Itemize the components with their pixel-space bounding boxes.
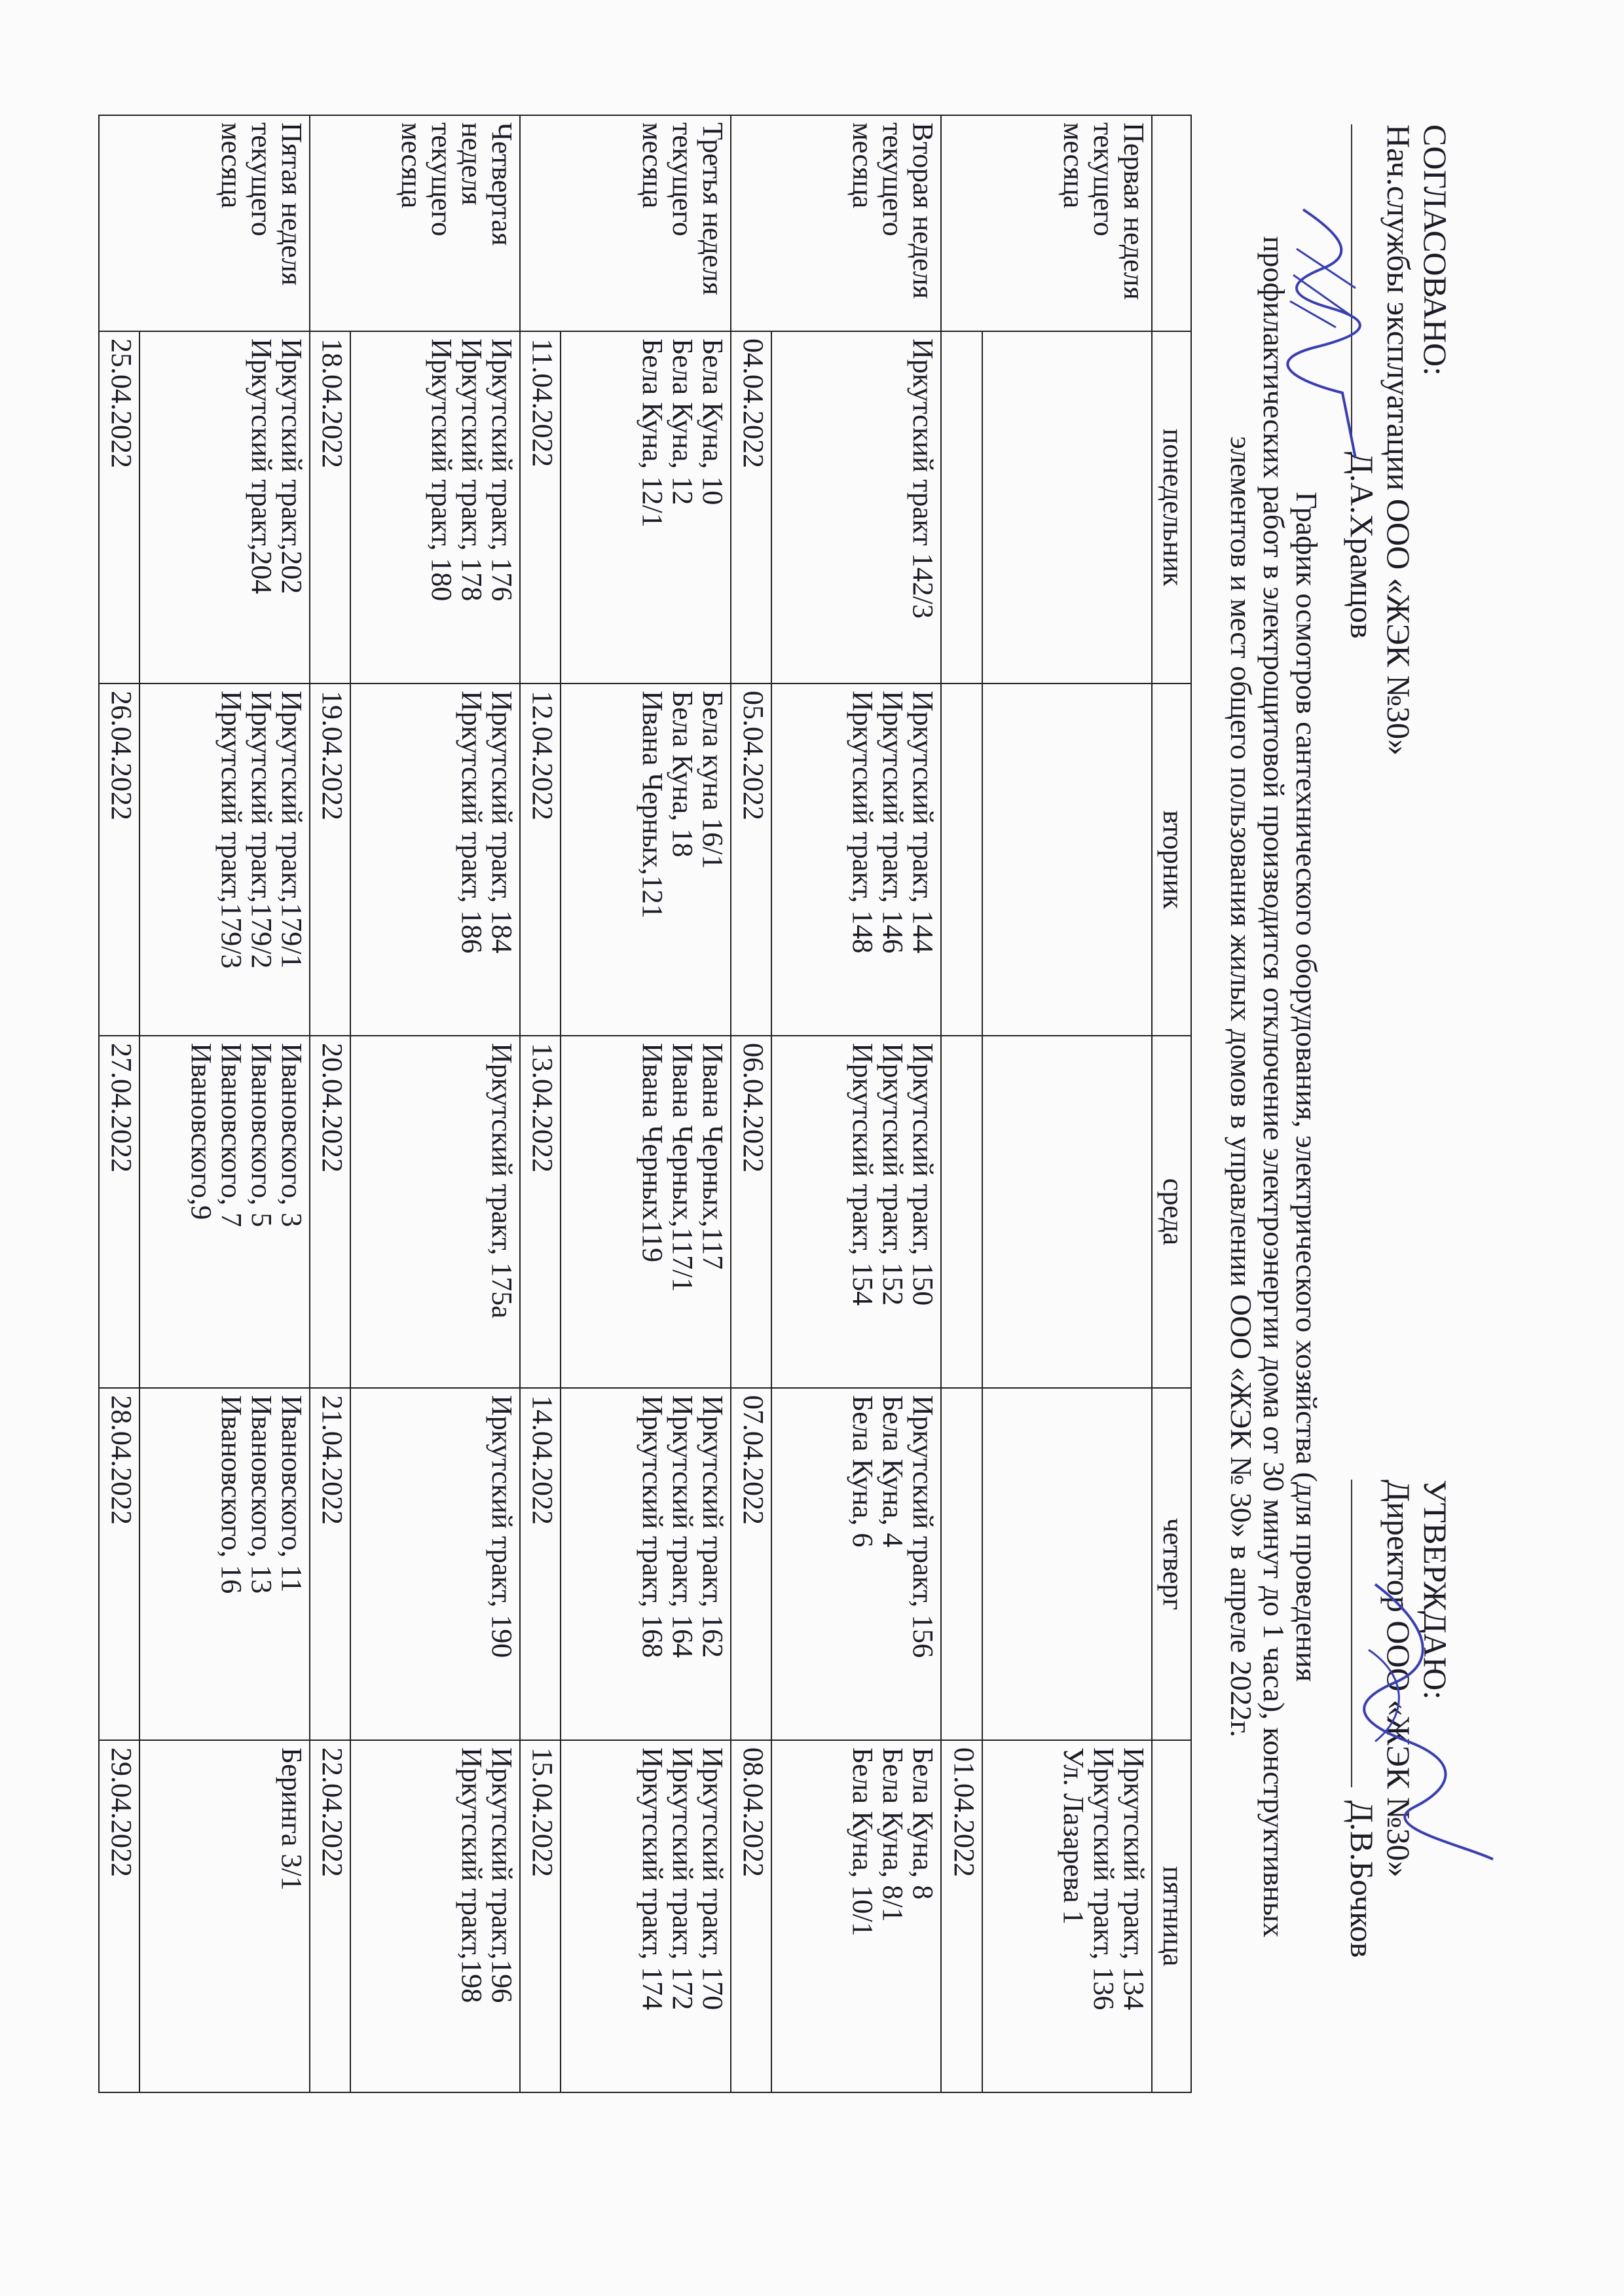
address-cell — [771, 331, 941, 683]
date-cell — [941, 1036, 982, 1388]
header-day: понедельник — [1152, 331, 1191, 683]
address-cell — [350, 1740, 520, 2092]
date-cell: 26.04.2022 — [99, 683, 139, 1036]
address-item: Ивана Черных119 — [636, 1043, 669, 1263]
date-row — [99, 115, 139, 2092]
address-item: Иркутский тракт, 164 — [666, 1395, 699, 1658]
address-item: Бела Куна, 12 — [666, 338, 699, 505]
date-cell: 29.04.2022 — [99, 1740, 139, 2092]
confirmed-heading: УТВЕРЖДАЮ: — [1417, 1480, 1454, 1700]
address-cell — [350, 683, 520, 1036]
date-cell: 07.04.2022 — [731, 1388, 771, 1740]
date-cell: 28.04.2022 — [99, 1388, 139, 1740]
date-cell: 21.04.2022 — [310, 1388, 350, 1740]
address-item: Ивановского, 11 — [275, 1395, 308, 1593]
address-item: Иркутский тракт,202 — [275, 338, 308, 594]
address-item: Иркутский тракт,179/3 — [215, 691, 248, 969]
address-cell — [561, 1388, 731, 1740]
date-cell: 06.04.2022 — [731, 1036, 771, 1388]
approved-heading: СОГЛАСОВАНО: — [1417, 124, 1454, 376]
address-cell — [771, 683, 941, 1036]
date-cell: 15.04.2022 — [520, 1740, 561, 2092]
address-item: Бела куна 16/1 — [696, 691, 729, 869]
address-item: Бела Куна, 8/1 — [877, 1747, 910, 1922]
date-cell: 04.04.2022 — [731, 331, 771, 683]
header-day: пятница — [1152, 1740, 1191, 2092]
address-item: Иркутский тракт, 174 — [636, 1747, 669, 2011]
address-item: Бела Куна, 12/1 — [636, 338, 669, 528]
date-row — [731, 115, 771, 2092]
table-row — [139, 115, 309, 2092]
week-label: Третья неделя текущего месяца — [520, 115, 731, 331]
address-cell — [350, 1036, 520, 1388]
address-item: Бела Куна, 6 — [847, 1395, 879, 1548]
table-row — [771, 115, 941, 2092]
date-row — [310, 115, 350, 2092]
address-item: Иркутский тракт, 186 — [456, 691, 489, 954]
address-cell — [982, 1388, 1152, 1740]
table-row — [982, 115, 1152, 2092]
week-label: Вторая неделя текущего месяца — [731, 115, 942, 331]
date-cell — [941, 331, 982, 683]
address-cell — [771, 1388, 941, 1740]
date-cell: 05.04.2022 — [731, 683, 771, 1036]
address-item: Иркутский тракт,204 — [245, 338, 278, 594]
address-item: Ивановского, 5 — [245, 1043, 278, 1228]
address-item: Ивановского, 7 — [215, 1043, 248, 1228]
schedule-body — [99, 115, 1152, 2092]
title-line-3: элементов и мест общего пользования жилых домов в управлении ООО «ЖЭК № 30» в апреле 2022г. — [1225, 436, 1258, 1738]
header-day: вторник — [1152, 683, 1191, 1036]
address-cell — [771, 1036, 941, 1388]
address-cell — [982, 1740, 1152, 2092]
address-item: Иркутский тракт, 148 — [847, 691, 879, 954]
date-cell: 08.04.2022 — [731, 1740, 771, 2092]
address-cell — [982, 683, 1152, 1036]
week-label: Четвертая неделя текущего месяца — [310, 115, 521, 331]
date-cell — [941, 1388, 982, 1740]
address-cell — [771, 1740, 941, 2092]
address-item: Иркутский тракт, 172 — [666, 1747, 699, 2011]
date-cell: 19.04.2022 — [310, 683, 350, 1036]
confirmed-name: Д.В.Бочков — [1344, 1800, 1380, 1958]
address-item: Иркутский тракт, 176 — [486, 338, 519, 602]
address-cell — [561, 1036, 731, 1388]
address-cell — [139, 1388, 309, 1740]
address-item: Бела Куна, 4 — [877, 1395, 910, 1548]
signature-scribble-right — [1336, 1571, 1506, 1872]
address-item: Ивановского, 3 — [275, 1043, 308, 1228]
table-header-row — [1152, 115, 1191, 2092]
address-cell — [139, 1740, 309, 2092]
table-row — [350, 115, 520, 2092]
rotated-document — [79, 0, 1545, 2296]
address-item: Бела Куна, 18 — [666, 691, 699, 858]
address-item: Ивановского, 16 — [215, 1395, 248, 1594]
date-row — [941, 115, 982, 2092]
date-cell: 27.04.2022 — [99, 1036, 139, 1388]
address-item: Иркутский тракт, 168 — [636, 1395, 669, 1658]
title-line-2: профилактических работ в электрощитовой производится отключение электроэнергии дома от 30 минут до 1 часа), конструктивных — [1257, 236, 1291, 1938]
address-item: Иркутский тракт 142/3 — [907, 338, 940, 619]
approved-name: Д.А.Храмцов — [1344, 452, 1380, 639]
address-item: Иркутский тракт, 146 — [877, 691, 910, 954]
document-title — [1225, 105, 1323, 2069]
confirmed-position: Директор ООО «ЖЭК №30» — [1380, 1480, 1417, 1878]
address-item: Иркутский тракт, 136 — [1088, 1747, 1120, 2011]
date-cell: 20.04.2022 — [310, 1036, 350, 1388]
address-item: Бела Куна, 10/1 — [847, 1747, 879, 1937]
address-item: Иркутский тракт, 156 — [907, 1395, 940, 1658]
address-cell — [139, 1036, 309, 1388]
address-item: Иркутский тракт, 190 — [486, 1395, 519, 1658]
address-cell — [982, 1036, 1152, 1388]
date-cell: 13.04.2022 — [520, 1036, 561, 1388]
address-item: Иркутский тракт, 175а — [486, 1043, 519, 1319]
table-row — [561, 115, 731, 2092]
address-cell — [561, 683, 731, 1036]
date-cell: 01.04.2022 — [941, 1740, 982, 2092]
address-item: Иркутский тракт, 154 — [847, 1043, 879, 1306]
date-cell: 14.04.2022 — [520, 1388, 561, 1740]
header-week-column — [1152, 115, 1191, 331]
address-cell — [350, 1388, 520, 1740]
address-item: Иркутский тракт, 162 — [696, 1395, 729, 1658]
address-item: Ивана Черных,117/1 — [666, 1043, 699, 1292]
address-item: Ивановского,9 — [185, 1043, 217, 1220]
address-item: Иркутский тракт, 184 — [486, 691, 519, 954]
address-cell — [561, 331, 731, 683]
header-day: среда — [1152, 1036, 1191, 1388]
date-cell: 22.04.2022 — [310, 1740, 350, 2092]
address-cell — [139, 683, 309, 1036]
address-cell — [350, 331, 520, 683]
address-item: Иркутский тракт, 144 — [907, 691, 940, 954]
date-cell — [941, 683, 982, 1036]
week-label: Пятая неделя текущего месяца — [99, 115, 310, 331]
address-item: Иркутский тракт,179/1 — [275, 691, 308, 969]
address-item: Бела Куна, 8 — [907, 1747, 940, 1900]
confirmed-signature — [1336, 1571, 1506, 1872]
date-cell: 12.04.2022 — [520, 683, 561, 1036]
address-cell — [561, 1740, 731, 2092]
date-cell: 18.04.2022 — [310, 331, 350, 683]
address-item: Иркутский тракт, 152 — [877, 1043, 910, 1306]
address-cell — [139, 331, 309, 683]
address-item: Иркутский тракт, 170 — [696, 1747, 729, 2011]
address-item: Иркутский тракт, 178 — [456, 338, 489, 602]
title-line-1: График осмотров сантехнического оборудования, электрического хозяйства (для проведения — [1290, 492, 1323, 1682]
week-label: Первая неделя текущего месяца — [941, 115, 1152, 331]
address-item: Иркутский тракт,198 — [456, 1747, 489, 2003]
date-row — [520, 115, 561, 2092]
address-item: Ивана Черных,121 — [636, 691, 669, 919]
date-cell: 25.04.2022 — [99, 331, 139, 683]
address-cell — [982, 331, 1152, 683]
address-item: Иркутский тракт,196 — [486, 1747, 519, 2003]
address-item: Ул. Лазарева 1 — [1058, 1747, 1090, 1925]
address-item: Бела Куна, 10 — [696, 338, 729, 505]
address-item: Ивана Черных,117 — [696, 1043, 729, 1270]
approved-position: Нач.службы эксплуатации ООО «ЖЭК №30» — [1380, 124, 1417, 756]
address-item: Ивановского, 13 — [245, 1395, 278, 1594]
address-item: Беринга 3/1 — [275, 1747, 308, 1891]
address-item: Иркутский тракт, 150 — [907, 1043, 940, 1306]
date-cell: 11.04.2022 — [520, 331, 561, 683]
address-item: Иркутский тракт,179/2 — [245, 691, 278, 969]
schedule-table — [98, 115, 1192, 2093]
address-item: Иркутский тракт, 180 — [426, 338, 458, 602]
address-item: Иркутский тракт, 134 — [1118, 1747, 1150, 2011]
header-day: четверг — [1152, 1388, 1191, 1740]
